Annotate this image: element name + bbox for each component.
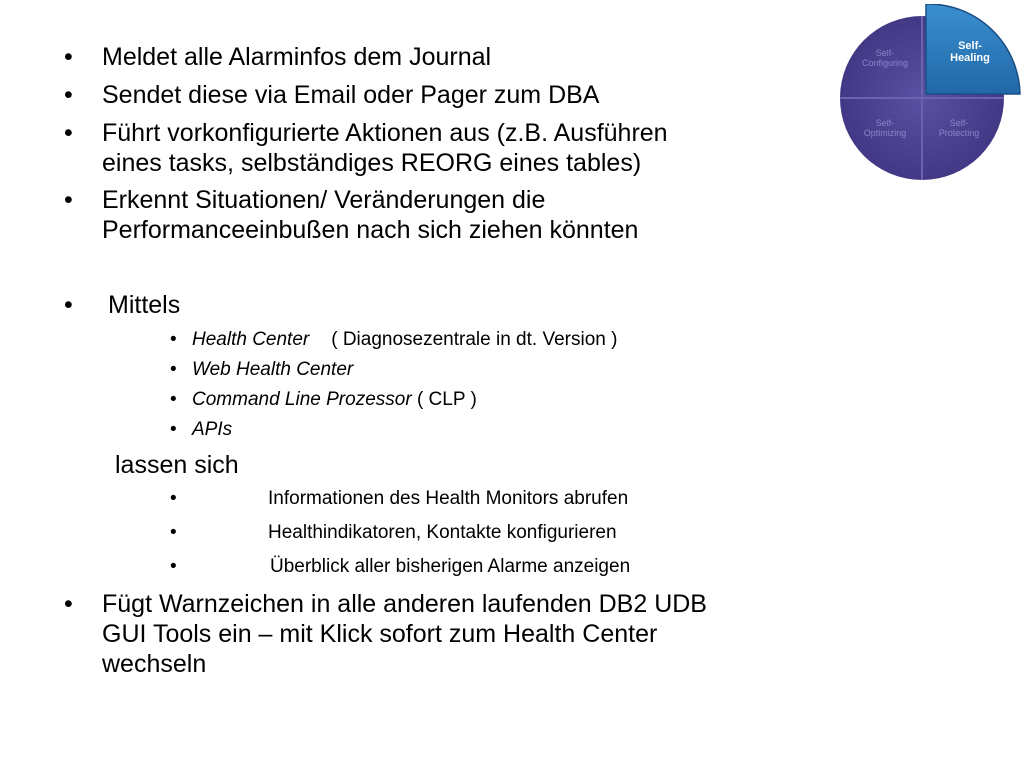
- sub-bullet-marker: •: [170, 488, 177, 509]
- autonomic-wheel-svg: [838, 4, 1023, 184]
- sub-bullet-alarms: Überblick aller bisherigen Alarme anzeigen: [270, 556, 631, 577]
- wheel-label-line: Self-: [958, 40, 982, 52]
- wheel-label-self-healing: [930, 40, 1010, 64]
- wheel-label-line: Protecting: [938, 128, 980, 138]
- bullet-marker: •: [64, 119, 73, 147]
- wheel-label-line: Healing: [950, 52, 990, 64]
- sub-bullet-clp: [192, 388, 477, 412]
- tool-name-health-center: Health Center: [192, 329, 310, 350]
- tool-note-clp: ( CLP ): [416, 389, 477, 410]
- bullet-text-situations-line1: Erkennt Situationen/ Veränderungen die: [102, 186, 546, 214]
- autonomic-wheel-graphic: [838, 4, 1023, 184]
- wheel-label-line: Self-: [875, 48, 895, 58]
- lassen-sich-text: lassen sich: [115, 451, 239, 479]
- bullet-marker: •: [64, 186, 73, 214]
- wheel-label-self-protecting: [922, 118, 996, 138]
- wheel-label-line: Configuring: [861, 58, 909, 68]
- wheel-label-self-configuring: [848, 48, 922, 68]
- wheel-label-self-optimizing: [848, 118, 922, 138]
- sub-bullet-web-health-center: Web Health Center: [192, 359, 354, 380]
- bullet-text-journal: Meldet alle Alarminfos dem Journal: [102, 43, 492, 71]
- bullet-text-warnings-line3: wechseln: [102, 650, 207, 678]
- sub-bullet-marker: •: [170, 522, 177, 543]
- sub-bullet-marker: •: [170, 556, 177, 577]
- bullet-text-situations-line2: Performanceeinbußen nach sich ziehen könnten: [102, 216, 639, 244]
- wheel-label-line: Self-: [875, 118, 895, 128]
- bullet-marker: •: [64, 43, 73, 71]
- bullet-text-actions-line2: eines tasks, selbständiges REORG eines tables): [102, 149, 642, 177]
- bullet-marker: •: [64, 81, 73, 109]
- tool-note-health-center: ( Diagnosezentrale in dt. Version ): [331, 329, 618, 350]
- sub-bullet-apis: APIs: [192, 419, 233, 440]
- sub-bullet-health-monitor: Informationen des Health Monitors abrufen: [268, 488, 629, 509]
- sub-bullet-marker: •: [170, 389, 177, 410]
- wheel-label-line: Optimizing: [863, 128, 907, 138]
- bullet-text-mittels: Mittels: [108, 291, 181, 319]
- bullet-text-warnings-line2: GUI Tools ein – mit Klick sofort zum Health Center: [102, 620, 658, 648]
- bullet-marker: •: [64, 590, 73, 618]
- sub-bullet-marker: •: [170, 359, 177, 380]
- sub-bullet-healthindicators: Healthindikatoren, Kontakte konfigurieren: [268, 522, 617, 543]
- wheel-label-line: Self-: [949, 118, 969, 128]
- bullet-marker: •: [64, 291, 73, 319]
- bullet-text-warnings-line1: Fügt Warnzeichen in alle anderen laufenden DB2 UDB: [102, 590, 707, 618]
- tool-name-clp: Command Line Prozessor: [192, 389, 412, 410]
- sub-bullet-health-center: [192, 328, 617, 352]
- bullet-text-email: Sendet diese via Email oder Pager zum DBA: [102, 81, 600, 109]
- sub-bullet-marker: •: [170, 419, 177, 440]
- bullet-text-actions-line1: Führt vorkonfigurierte Aktionen aus (z.B. Ausführen: [102, 119, 668, 147]
- sub-bullet-marker: •: [170, 329, 177, 350]
